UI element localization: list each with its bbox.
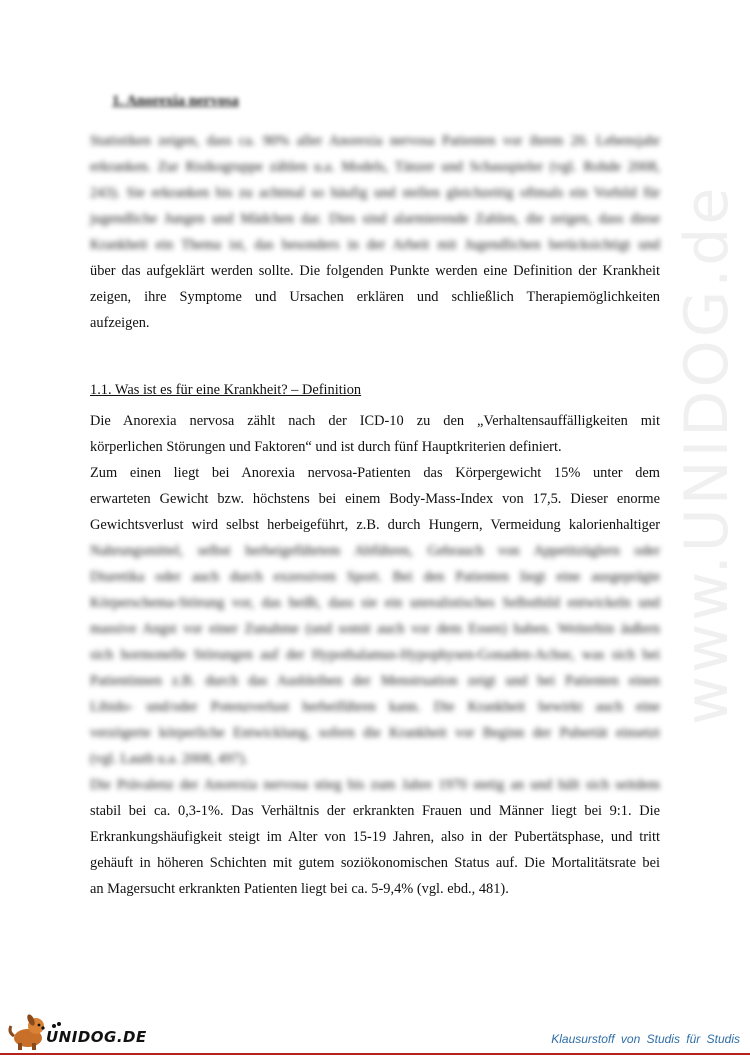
text-line: zeigen, ihre Symptome und Ursachen erklären und schließlich Therapiemöglichkeiten [90,289,660,305]
text-line: Die Prävalenz der Anorexia nervosa stieg bis zum Jahre 1970 stetig an und hält sich seitdem [90,777,660,793]
footer-divider [0,1053,750,1055]
section-heading: 1. Anorexia nervosa [112,93,239,109]
text-line: erwarteten Gewicht bzw. höchstens bei einem Body-Mass-Index von 17,5. Dieser enorme [90,491,660,507]
text-line: Die Anorexia nervosa zählt nach der ICD-10 zu den „Verhaltensauffälligkeiten mit [90,413,660,429]
text-line: Erkrankungshäufigkeit steigt im Alter von 15-19 Jahren, also in der Pubertätsphase, und tritt [90,829,660,845]
text-line: an Magersucht erkrankten Patienten liegt bei ca. 5-9,4% (vgl. ebd., 481). [90,881,509,897]
text-line: über das aufgeklärt werden sollte. Die folgenden Punkte werden eine Definition der Krankheit [90,263,660,279]
text-line: (vgl. Lauth u.a. 2008, 497). [90,751,248,767]
text-line: erkranken. Zur Risikogruppe zählen u.a. Models, Tänzer und Schauspieler (vgl. Rohde 2008, [90,159,660,175]
text-line: sich hormonelle Störungen auf der Hypothalamus-Hypophysen-Gonaden-Achse, was sich bei [90,647,660,663]
text-line: Zum einen liegt bei Anorexia nervosa-Patienten das Körpergewicht 15% unter dem [90,465,660,481]
text-line: Patientinnen z.B. durch das Ausbleiben der Menstruation zeigt und bei Patienten einen [90,673,660,689]
definition-paragraph [90,408,660,902]
text-line: körperlichen Störungen und Faktoren“ und ist durch fünf Hauptkriterien definiert. [90,439,562,455]
intro-blurred-block [90,128,660,258]
intro-paragraph [90,128,660,336]
footer-tagline: Klausurstoff von Studis für Studis [551,1032,740,1046]
definition-blurred-block [90,538,660,798]
text-line: Krankheit ein Thema ist, das besonders in der Arbeit mit Jugendlichen berücksichtigt und [90,237,660,253]
text-line: Gewichtsverlust wird selbst herbeigeführt, z.B. durch Hungern, Vermeidung kalorienhaltiger [90,517,660,533]
text-line: aufzeigen. [90,315,150,331]
text-line: Libido- und/oder Potenzverlust herbeiführen kann. Die Krankheit bewirkt auch eine [90,699,660,715]
text-line: jugendliche Jungen und Mädchen dar. Dies sind alarmierende Zahlen, die zeigen, dass diese [90,211,660,227]
subsection-heading: 1.1. Was ist es für eine Krankheit? – Definition [90,382,362,398]
logo-text: UNIDOG.DE [46,1028,147,1046]
text-line: 243). Sie erkranken bis zu achtmal so häufig und stellen gleichzeitig oftmals ein Vorbild für [90,185,660,201]
text-line: Nahrungsmittel, selbst herbeigeführtem Abführen, Gebrauch von Appetitzüglern oder [90,543,660,559]
watermark-text: www.UNIDOG.de [672,184,742,725]
text-line: stabil bei ca. 0,3-1%. Das Verhältnis der erkrankten Frauen und Männer liegt bei 9:1. Die [90,803,660,819]
text-line: Statistiken zeigen, dass ca. 90% aller Anorexia nervosa Patienten vor ihrem 20. Lebensjahr [90,133,660,149]
text-line: verzögerte körperliche Entwicklung, sofern die Krankheit vor Beginn der Pubertät einsetzt [90,725,660,741]
text-line: Körperschema-Störung vor, das heißt, dass sie ein unrealistisches Selbstbild entwickeln und [90,595,660,611]
text-line: Diuretika oder auch durch exzessiven Sport. Bei den Patienten liegt eine ausgeprägte [90,569,660,585]
text-line: gehäuft in höheren Schichten mit gutem soziökonomischen Status auf. Die Mortalitätsrate bei [90,855,660,871]
text-line: massive Angst vor einer Zunahme (und somit auch vor dem Essen) haben. Weiterhin äußern [90,621,660,637]
